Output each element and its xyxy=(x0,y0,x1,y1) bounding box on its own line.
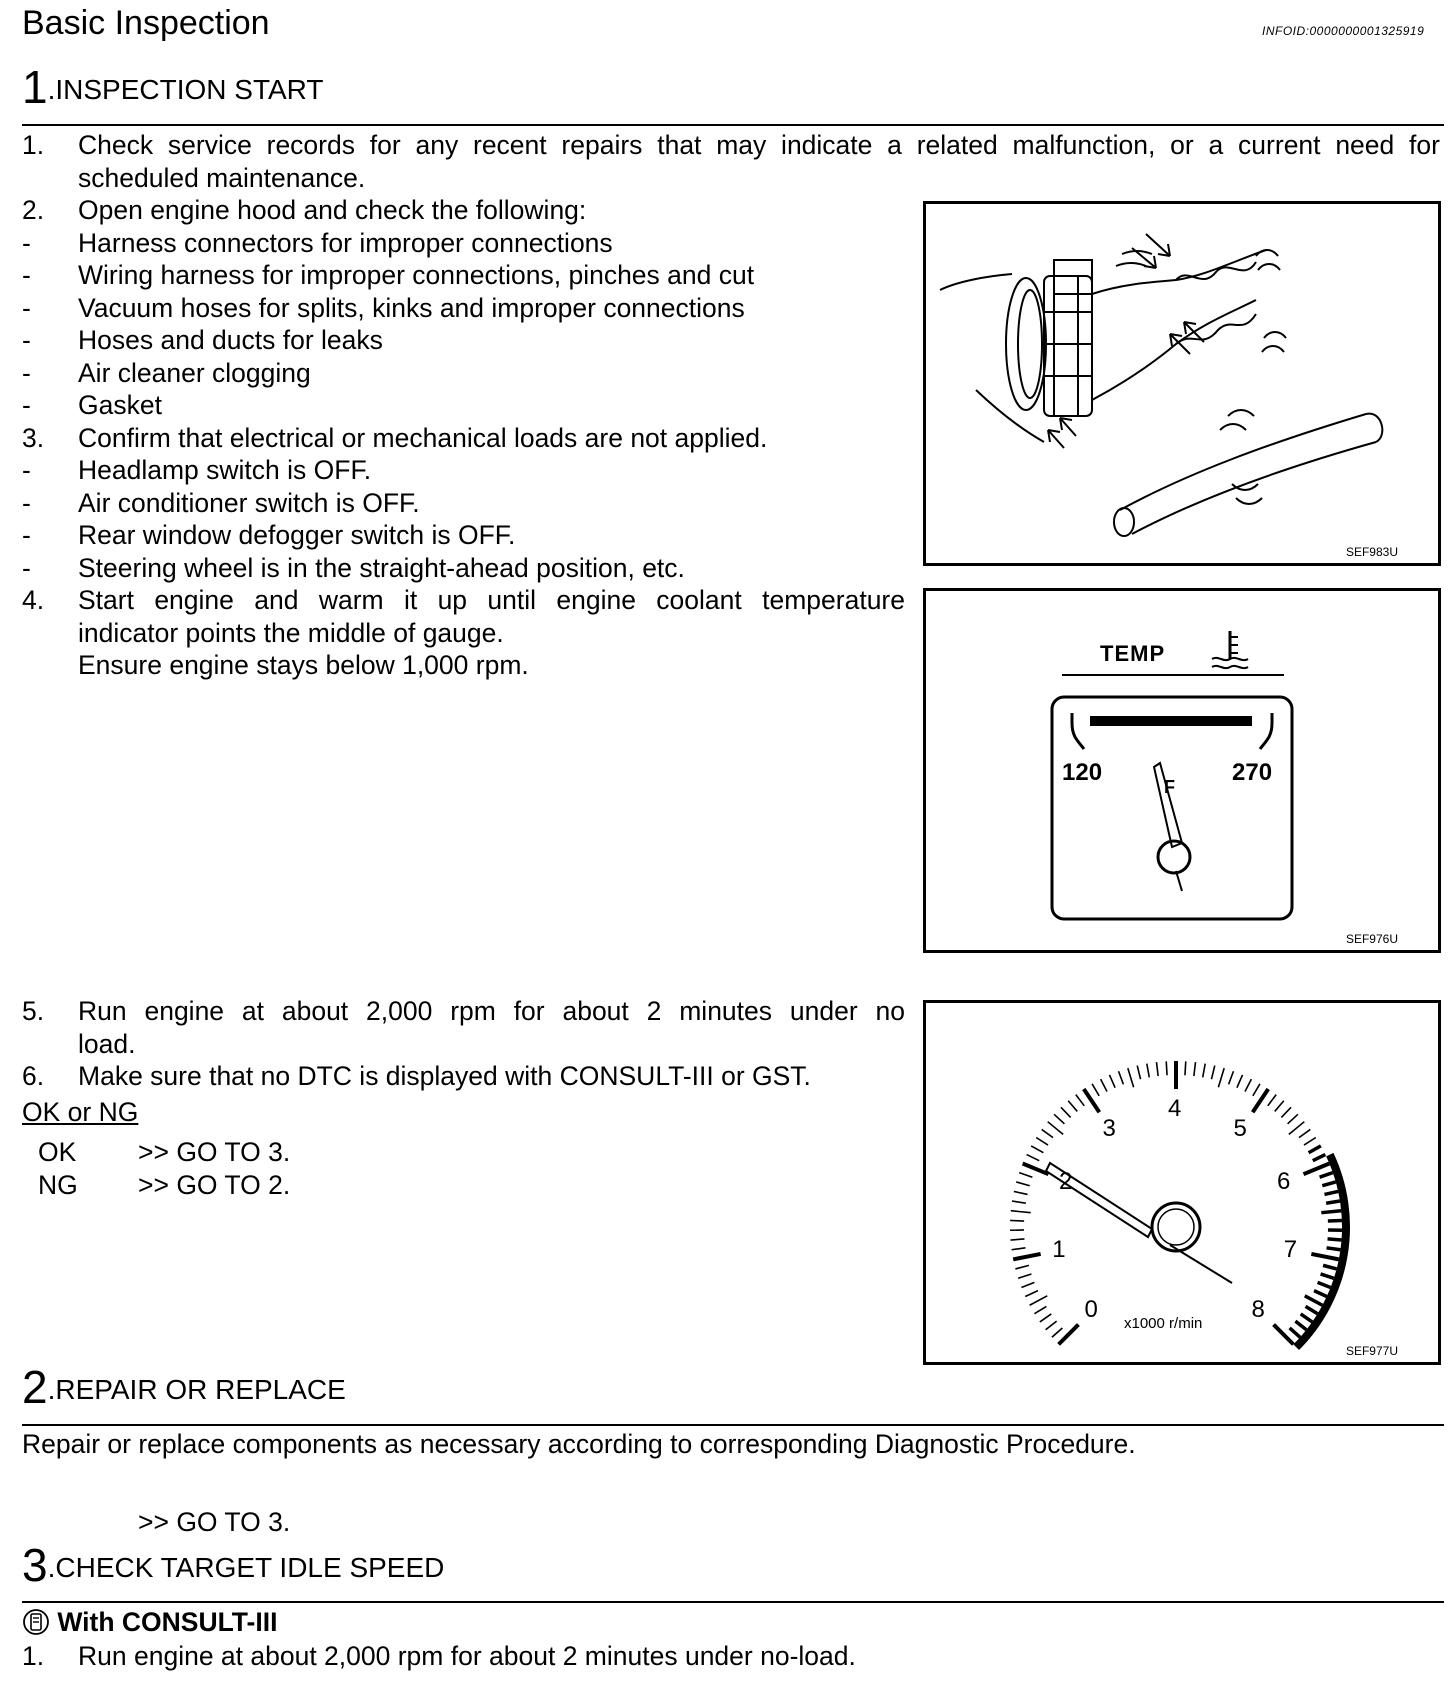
step3-rule xyxy=(22,1601,1444,1603)
tach-tick xyxy=(1289,1122,1304,1135)
tach-tick xyxy=(1166,1061,1167,1075)
list-text: Check service records for any recent repairs that may indicate a related malfunction, or a current need for xyxy=(78,130,1440,160)
tach-tick xyxy=(1014,1191,1028,1194)
tach-tick xyxy=(1059,1325,1079,1345)
tach-tick xyxy=(1281,1107,1291,1117)
tach-tick xyxy=(1061,1107,1071,1117)
temp-gauge-illustration xyxy=(926,591,1438,950)
list-text: Ensure engine stays below 1,000 rpm. xyxy=(78,650,529,680)
temp-f-label: F xyxy=(1164,777,1175,797)
step3-item-marker: 1. xyxy=(22,1641,45,1671)
tach-tick xyxy=(1054,1114,1064,1124)
tach-tick xyxy=(1042,1129,1053,1137)
tach-tick xyxy=(1306,1306,1318,1313)
tach-tick xyxy=(1015,1265,1029,1269)
tach-tick xyxy=(1275,1101,1284,1112)
list-text: Air conditioner switch is OFF. xyxy=(78,487,420,518)
list-text: load. xyxy=(78,1028,136,1059)
info-id: INFOID:0000000001325919 xyxy=(1262,24,1425,38)
tach-tick xyxy=(1101,1079,1107,1091)
tach-tick xyxy=(1011,1211,1031,1213)
step3-item-text: Run engine at about 2,000 rpm for about 2 minutes under no-load. xyxy=(78,1641,856,1671)
ng-label: NG xyxy=(38,1170,78,1200)
step1-title: .INSPECTION START xyxy=(47,74,324,105)
tach-tick xyxy=(1048,1122,1063,1135)
tach-tick xyxy=(1128,1068,1134,1087)
list-marker: - xyxy=(22,325,31,355)
list-marker: - xyxy=(22,487,31,518)
tach-tick xyxy=(1318,1282,1331,1287)
temp-hot-value: 270 xyxy=(1232,759,1273,786)
tach-tick xyxy=(1290,1328,1300,1337)
tach-tick xyxy=(1109,1075,1115,1088)
tach-tick xyxy=(1211,1066,1214,1080)
list-marker: 2. xyxy=(22,195,45,225)
tach-tick xyxy=(1237,1075,1243,1088)
tach-tick xyxy=(1021,1282,1034,1287)
page-title: Basic Inspection xyxy=(22,4,270,42)
tach-tick xyxy=(1245,1079,1251,1091)
tach-tick xyxy=(1321,1274,1334,1278)
tach-tick xyxy=(1323,1265,1337,1269)
tach-number: 1 xyxy=(1052,1236,1066,1264)
step2-heading xyxy=(22,1360,346,1414)
list-text: scheduled maintenance. xyxy=(78,162,366,193)
list-marker: - xyxy=(22,520,31,550)
tach-tick xyxy=(1046,1321,1057,1330)
tach-number: 5 xyxy=(1233,1114,1247,1142)
tach-tick xyxy=(1092,1084,1099,1096)
list-text: Run engine at about 2,000 rpm for about 2 minutes under no xyxy=(78,996,905,1026)
list-marker: - xyxy=(22,390,31,420)
tach-tick xyxy=(1295,1321,1306,1330)
tach-number: 8 xyxy=(1251,1296,1265,1324)
list-text: Wiring harness for improper connections, pinches and cut xyxy=(78,260,755,290)
tach-tick xyxy=(1018,1274,1031,1278)
tach-tick xyxy=(1203,1064,1205,1078)
tach-tick xyxy=(1253,1084,1260,1096)
tach-tick xyxy=(1040,1314,1051,1322)
tach-number: 2 xyxy=(1058,1167,1073,1195)
list-marker: - xyxy=(22,455,31,485)
tach-tick xyxy=(1036,1138,1048,1146)
list-text: Confirm that electrical or mechanical loads are not applied. xyxy=(78,422,768,453)
figure-harness-hoses xyxy=(923,201,1441,566)
tach-tick xyxy=(1119,1071,1124,1084)
list-marker: 3. xyxy=(22,422,45,453)
step3-title: .CHECK TARGET IDLE SPEED xyxy=(47,1552,445,1583)
step2-goto: >> GO TO 3. xyxy=(138,1507,291,1537)
tach-tick xyxy=(1305,1296,1323,1305)
temp-cold-value: 120 xyxy=(1062,759,1103,786)
tach-tick xyxy=(1012,1248,1026,1250)
tach-tick xyxy=(1016,1182,1029,1186)
tach-tick xyxy=(1023,1163,1049,1174)
list-item xyxy=(0,129,1450,162)
tach-tick xyxy=(1326,1201,1340,1203)
tach-tick xyxy=(1030,1296,1048,1305)
list-text: Open engine hood and check the following: xyxy=(78,195,587,225)
tach-number: 3 xyxy=(1102,1114,1116,1142)
tach-tick xyxy=(1019,1173,1032,1178)
figure-temp-gauge xyxy=(923,588,1441,953)
list-marker: 4. xyxy=(22,585,45,615)
tach-tick xyxy=(1229,1071,1234,1084)
tach-tick xyxy=(1034,1306,1046,1313)
list-text: Make sure that no DTC is displayed with CONSULT-III or GST. xyxy=(78,1061,811,1091)
step2-rule xyxy=(22,1424,1444,1426)
tach-number: 7 xyxy=(1283,1236,1298,1264)
list-text: Start engine and warm it up until engine coolant temperature xyxy=(78,585,905,615)
figure-id-sef977u: SEF977U xyxy=(1345,1344,1398,1358)
step3-heading xyxy=(22,1538,444,1592)
step1-heading xyxy=(22,60,323,114)
list-text: Vacuum hoses for splits, kinks and improper connections xyxy=(78,292,745,323)
tach-tick xyxy=(1194,1062,1196,1076)
tach-tick xyxy=(1012,1201,1026,1203)
figure-id-sef983u: SEF983U xyxy=(1345,545,1398,559)
list-text: Steering wheel is in the straight-ahead position, etc. xyxy=(78,552,685,583)
tach-tick xyxy=(1314,1291,1327,1297)
tach-tick xyxy=(1328,1220,1342,1221)
list-marker: - xyxy=(22,292,31,323)
tach-tick xyxy=(1025,1291,1038,1297)
list-item xyxy=(0,162,1450,195)
tach-tick xyxy=(1309,1146,1321,1153)
tach-tick xyxy=(1327,1248,1341,1250)
step3-subheading-text: With CONSULT-III xyxy=(57,1607,278,1637)
ng-goto: >> GO TO 2. xyxy=(138,1170,291,1200)
tach-tick xyxy=(1268,1095,1276,1106)
tach-tick xyxy=(1311,1254,1338,1259)
step3-number: 3 xyxy=(22,1539,48,1591)
tach-number: 6 xyxy=(1277,1167,1291,1195)
tach-tick xyxy=(1288,1114,1298,1124)
tach-tick xyxy=(1076,1095,1084,1106)
tach-tick xyxy=(1052,1328,1062,1337)
tach-tick xyxy=(1328,1239,1342,1240)
tach-unit: x1000 r/min xyxy=(1124,1315,1203,1332)
figure-tachometer xyxy=(923,1000,1441,1365)
list-marker: 6. xyxy=(22,1061,45,1091)
step2-text: Repair or replace components as necessary according to corresponding Diagnostic Procedure. xyxy=(22,1429,1136,1459)
list-text: Rear window defogger switch is OFF. xyxy=(78,520,516,550)
ok-ng-label: OK or NG xyxy=(22,1097,139,1127)
harness-hoses-illustration xyxy=(926,204,1438,563)
tach-tick xyxy=(1137,1066,1140,1080)
tach-tick xyxy=(1313,1155,1326,1161)
tach-tick xyxy=(1218,1068,1224,1087)
figure-id-sef976u: SEF976U xyxy=(1345,932,1398,946)
list-marker: 5. xyxy=(22,996,45,1026)
tach-tick xyxy=(1027,1155,1040,1161)
tach-tick xyxy=(1304,1138,1316,1146)
tach-tick xyxy=(1301,1314,1312,1322)
tach-tick xyxy=(1324,1191,1338,1194)
step1-rule xyxy=(22,124,1444,126)
tach-tick xyxy=(1031,1146,1043,1153)
tach-tick xyxy=(1010,1220,1024,1221)
temp-label: TEMP xyxy=(1100,641,1166,666)
list-marker: 1. xyxy=(22,130,45,160)
tach-tick xyxy=(1156,1062,1158,1076)
tach-tick xyxy=(1303,1163,1329,1174)
tach-tick xyxy=(1013,1254,1040,1259)
tach-number: 4 xyxy=(1168,1095,1182,1122)
list-marker: - xyxy=(22,552,31,583)
tach-tick xyxy=(1011,1239,1025,1240)
tach-tick xyxy=(1299,1129,1310,1137)
list-text: indicator points the middle of gauge. xyxy=(78,617,504,648)
step3-item-1 xyxy=(0,1640,960,1674)
tachometer-illustration xyxy=(926,1003,1438,1362)
list-marker: - xyxy=(22,357,31,388)
list-text: Gasket xyxy=(78,390,162,420)
list-marker: - xyxy=(22,227,31,258)
list-marker: - xyxy=(22,260,31,290)
tach-tick xyxy=(1320,1173,1333,1178)
ok-goto: >> GO TO 3. xyxy=(138,1137,291,1167)
step2-title: .REPAIR OR REPLACE xyxy=(47,1374,346,1405)
tach-number: 0 xyxy=(1084,1296,1098,1324)
list-text: Harness connectors for improper connections xyxy=(78,227,613,258)
list-text: Headlamp switch is OFF. xyxy=(78,455,372,485)
consult-tool-icon xyxy=(22,1608,50,1636)
list-text: Hoses and ducts for leaks xyxy=(78,325,383,355)
tach-tick xyxy=(1068,1101,1077,1112)
list-text: Air cleaner clogging xyxy=(78,357,311,388)
ok-label: OK xyxy=(38,1137,77,1167)
tach-tick xyxy=(1185,1061,1186,1075)
step3-subheading xyxy=(22,1606,277,1639)
tach-tick xyxy=(1321,1211,1341,1213)
tach-tick xyxy=(1147,1064,1149,1078)
tach-tick xyxy=(1322,1182,1335,1186)
step2-number: 2 xyxy=(22,1361,48,1413)
step1-number: 1 xyxy=(22,61,48,113)
